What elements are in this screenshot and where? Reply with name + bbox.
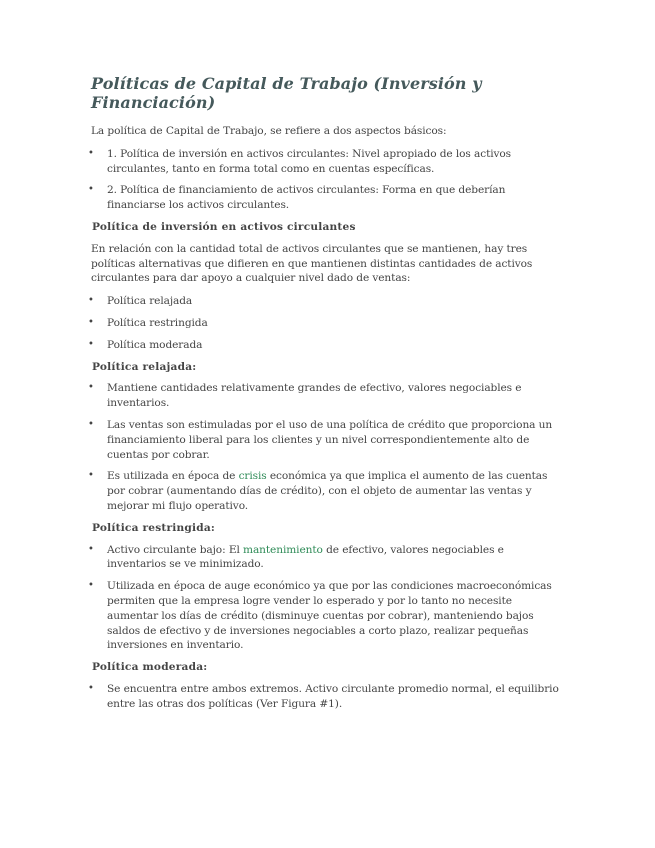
inversion-paragraph: En relación con la cantidad total de activos circulantes que se mantienen, hay tres políticas alternativas que difieren en que mantienen distintas cantidades de activos circulantes para dar apoyo a cualquier nivel dado de ventas: xyxy=(91,242,533,285)
list-item: • Activo circulante bajo: El mantenimiento de efectivo, valores negociables e inventarios se ve minimizado. xyxy=(88,543,504,571)
mantenimiento-link[interactable]: mantenimiento xyxy=(243,543,323,556)
aspects-list xyxy=(88,147,565,213)
list-item: • 2. Política de financiamiento de activos circulantes: Forma en que deberían financiarse los activos circulantes. xyxy=(88,184,506,212)
bullet-icon: • xyxy=(88,470,94,482)
bullet-icon: • xyxy=(88,147,94,159)
list-item: • Utilizada en época de auge económico ya que por las condiciones macroeconómicas permiten que la empresa logre vender lo esperado y por lo tanto no necesite aumentar los días de crédito (disminuye cuentas por cobrar), manteniendo bajos saldos de efectivo y de inversiones negociables a corto plazo, realizar pequeñas inversiones en inventario. xyxy=(88,580,552,652)
section-heading-inversion: Política de inversión en activos circulantes xyxy=(92,220,356,233)
intro-paragraph: La política de Capital de Trabajo, se refiere a dos aspectos básicos: xyxy=(91,125,447,137)
bullet-icon: • xyxy=(88,338,94,350)
policies-list xyxy=(88,294,565,352)
section-heading-moderada: Política moderada: xyxy=(92,661,208,674)
page-title: Políticas de Capital de Trabajo (Inversión y Financiación) xyxy=(91,74,482,112)
bullet-icon: • xyxy=(88,316,94,328)
list-item: • 1. Política de inversión en activos circulantes: Nivel apropiado de los activos circulantes, tanto en forma total como en cuentas específicas. xyxy=(88,147,512,175)
bullet-icon: • xyxy=(88,580,94,592)
list-item: • Mantiene cantidades relativamente grandes de efectivo, valores negociables e inventarios. xyxy=(88,382,522,410)
list-item: • Se encuentra entre ambos extremos. Activo circulante promedio normal, el equilibrio entre las otras dos políticas (Ver Figura #1). xyxy=(88,682,559,710)
section-heading-relajada: Política relajada: xyxy=(92,360,197,373)
bullet-icon: • xyxy=(88,418,94,430)
bullet-icon: • xyxy=(88,382,94,394)
bullet-icon: • xyxy=(88,295,94,307)
crisis-link[interactable]: crisis xyxy=(238,470,267,483)
list-item: • Las ventas son estimuladas por el uso de una política de crédito que proporciona un financiamiento liberal para los clientes y un nivel correspondientemente alto de cuentas por cobrar. xyxy=(88,418,553,461)
list-item: • Política moderada xyxy=(88,338,203,351)
list-item: • Política restringida xyxy=(88,316,208,329)
restringida-list xyxy=(88,543,565,654)
section-heading-restringida: Política restringida: xyxy=(92,521,216,534)
moderada-list xyxy=(88,682,565,712)
bullet-icon: • xyxy=(88,682,94,694)
list-item: • Política relajada xyxy=(88,295,193,308)
relajada-list xyxy=(88,381,565,513)
bullet-icon: • xyxy=(88,184,94,196)
bullet-icon: • xyxy=(88,543,94,555)
list-item: • Es utilizada en época de crisis económica ya que implica el aumento de las cuentas por cobrar (aumentando días de crédito), con el objeto de aumentar las ventas y mejorar mi flujo operativo. xyxy=(88,470,548,512)
